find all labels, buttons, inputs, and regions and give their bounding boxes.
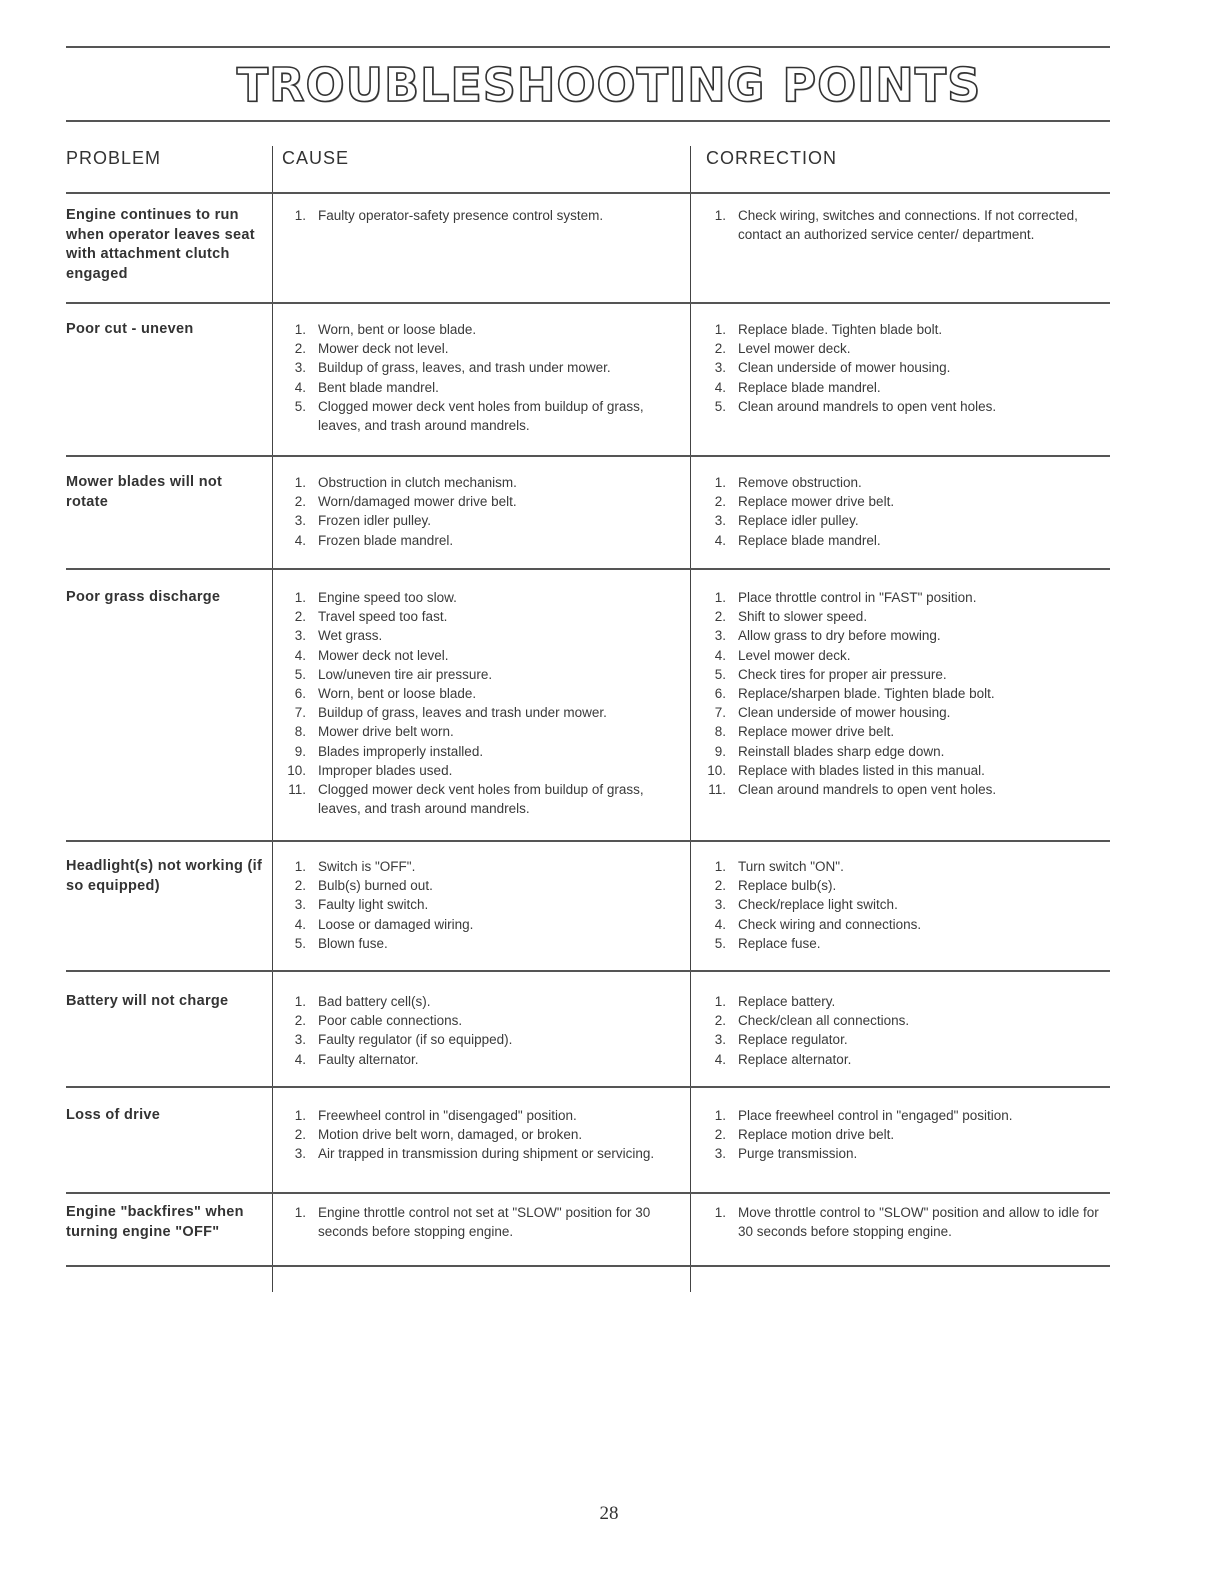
- correction-list: [696, 473, 1106, 550]
- item-number: 1.: [714, 1108, 726, 1123]
- item-text: Poor cable connections.: [318, 1013, 463, 1029]
- item-number: 5.: [294, 935, 306, 951]
- list-item: [276, 1125, 676, 1144]
- row-rule: [66, 1192, 1110, 1194]
- item-text: Level mower deck.: [738, 341, 851, 357]
- item-number: 3.: [294, 1032, 306, 1048]
- item-number: 8.: [714, 724, 726, 740]
- item-number: 4.: [294, 379, 306, 395]
- item-number: 4.: [714, 647, 726, 663]
- column-divider-cause: [272, 146, 273, 1292]
- item-text: Improper blades used.: [318, 762, 453, 778]
- list-item: [276, 780, 676, 818]
- header-cause: CAUSE: [282, 148, 350, 168]
- list-item: [276, 1203, 676, 1241]
- list-item: [696, 722, 1106, 741]
- item-text: Replace with blades listed in this manual.: [738, 762, 985, 778]
- item-number: 1.: [294, 475, 306, 490]
- item-text: Low/uneven tire air pressure.: [318, 666, 493, 682]
- list-item: [696, 915, 1106, 934]
- row-rule: [66, 1086, 1110, 1088]
- correction-list: [696, 1106, 1106, 1164]
- list-item: [696, 857, 1106, 876]
- item-text: Faulty operator-safety presence control system.: [318, 208, 604, 223]
- list-item: [696, 588, 1106, 607]
- item-number: 1.: [294, 590, 306, 605]
- problem-text: Mower blades will not rotate: [66, 474, 223, 510]
- item-number: 3.: [294, 1146, 306, 1162]
- list-item: [696, 358, 1106, 377]
- list-item: [276, 397, 676, 435]
- item-text: Clean underside of mower housing.: [738, 360, 951, 376]
- header-rule: [66, 192, 1110, 194]
- item-text: Air trapped in transmission during shipment or servicing.: [318, 1146, 655, 1162]
- cause-list: [276, 320, 676, 435]
- list-item: [696, 1203, 1106, 1241]
- list-item: [276, 684, 676, 703]
- item-text: Replace idler pulley.: [738, 513, 859, 529]
- item-number: 2.: [294, 878, 306, 894]
- problem-text: Poor cut - uneven: [66, 321, 194, 337]
- list-item: [696, 1144, 1106, 1163]
- item-number: 2.: [714, 341, 726, 357]
- list-item: [276, 992, 676, 1011]
- row-rule: [66, 302, 1110, 304]
- item-text: Freewheel control in "disengaged" position.: [318, 1108, 577, 1123]
- item-number: 3.: [294, 513, 306, 529]
- item-number: 2.: [294, 494, 306, 510]
- item-number: 7.: [714, 705, 726, 721]
- item-text: Check wiring, switches and connections. If not corrected, contact an authorized service center/ department.: [738, 208, 1078, 243]
- list-item: [276, 915, 676, 934]
- list-item: [696, 397, 1106, 416]
- item-number: 4.: [714, 532, 726, 548]
- item-text: Motion drive belt worn, damaged, or broken.: [318, 1127, 583, 1143]
- item-number: 1.: [714, 859, 726, 874]
- list-item: [696, 895, 1106, 914]
- list-item: [276, 588, 676, 607]
- list-item: [276, 895, 676, 914]
- cause-list: [276, 588, 676, 818]
- item-text: Replace/sharpen blade. Tighten blade bolt.: [738, 686, 995, 702]
- item-text: Worn, bent or loose blade.: [318, 686, 477, 702]
- problem-text: Engine continues to run when operator leaves seat with attachment clutch engaged: [66, 207, 255, 282]
- item-number: 7.: [294, 705, 306, 721]
- item-text: Clogged mower deck vent holes from buildup of grass, leaves, and trash around mandrels.: [318, 782, 644, 817]
- item-text: Replace blade mandrel.: [738, 379, 881, 395]
- item-text: Frozen blade mandrel.: [318, 532, 454, 548]
- item-number: 1.: [294, 322, 306, 337]
- top-rule: [66, 46, 1110, 48]
- item-text: Move throttle control to "SLOW" position and allow to idle for 30 seconds before stopping engine.: [738, 1205, 1099, 1240]
- item-number: 1.: [714, 994, 726, 1009]
- item-text: Shift to slower speed.: [738, 609, 868, 625]
- item-text: Replace alternator.: [738, 1051, 852, 1067]
- list-item: [696, 511, 1106, 530]
- list-item: [276, 1011, 676, 1030]
- item-text: Faulty regulator (if so equipped).: [318, 1032, 513, 1048]
- item-text: Replace bulb(s).: [738, 878, 837, 894]
- item-number: 4.: [294, 916, 306, 932]
- item-number: 3.: [714, 628, 726, 644]
- list-item: [696, 1106, 1106, 1125]
- list-item: [276, 358, 676, 377]
- list-item: [696, 876, 1106, 895]
- list-item: [696, 742, 1106, 761]
- item-text: Bulb(s) burned out.: [318, 878, 433, 894]
- item-number: 1.: [714, 1205, 726, 1220]
- item-number: 6.: [714, 686, 726, 702]
- item-text: Place throttle control in "FAST" position.: [738, 590, 977, 605]
- item-number: 5.: [714, 398, 726, 414]
- list-item: [276, 742, 676, 761]
- list-item: [696, 320, 1106, 339]
- item-number: 6.: [294, 686, 306, 702]
- row-rule: [66, 970, 1110, 972]
- list-item: [276, 339, 676, 358]
- cause-list: [276, 857, 676, 953]
- row-rule: [66, 455, 1110, 457]
- item-number: 5.: [714, 666, 726, 682]
- item-number: 9.: [294, 743, 306, 759]
- list-item: [276, 511, 676, 530]
- list-item: [696, 646, 1106, 665]
- row-rule: [66, 840, 1110, 842]
- item-text: Travel speed too fast.: [318, 609, 448, 625]
- list-item: [276, 473, 676, 492]
- item-number: 5.: [294, 398, 306, 414]
- list-item: [696, 206, 1106, 244]
- list-item: [276, 1144, 676, 1163]
- item-text: Allow grass to dry before mowing.: [738, 628, 941, 644]
- list-item: [696, 1050, 1106, 1069]
- item-number: 3.: [294, 628, 306, 644]
- item-number: 2.: [714, 494, 726, 510]
- item-text: Check/clean all connections.: [738, 1013, 910, 1029]
- title-underline: [66, 120, 1110, 122]
- cause-list: [276, 206, 676, 225]
- item-number: 9.: [714, 743, 726, 759]
- item-text: Switch is "OFF".: [318, 859, 416, 874]
- item-text: Worn, bent or loose blade.: [318, 322, 477, 337]
- item-text: Place freewheel control in "engaged" position.: [738, 1108, 1013, 1123]
- list-item: [276, 378, 676, 397]
- list-item: [696, 992, 1106, 1011]
- item-number: 2.: [714, 1127, 726, 1143]
- bottom-rule: [66, 1265, 1110, 1267]
- item-text: Faulty alternator.: [318, 1051, 419, 1067]
- problem-text: Engine "backfires" when turning engine "OFF": [66, 1204, 244, 1240]
- item-number: 3.: [714, 1032, 726, 1048]
- item-number: 11.: [288, 782, 306, 798]
- item-number: 2.: [714, 1013, 726, 1029]
- item-number: 4.: [294, 532, 306, 548]
- item-text: Check tires for proper air pressure.: [738, 666, 947, 682]
- item-text: Replace mower drive belt.: [738, 724, 895, 740]
- list-item: [276, 857, 676, 876]
- header-problem: PROBLEM: [66, 148, 162, 168]
- item-number: 3.: [714, 897, 726, 913]
- cause-list: [276, 992, 676, 1069]
- item-number: 10.: [287, 762, 306, 778]
- list-item: [276, 320, 676, 339]
- item-number: 3.: [294, 360, 306, 376]
- list-item: [696, 626, 1106, 645]
- item-number: 5.: [714, 935, 726, 951]
- item-text: Replace motion drive belt.: [738, 1127, 895, 1143]
- list-item: [696, 607, 1106, 626]
- item-number: 3.: [714, 360, 726, 376]
- item-text: Engine throttle control not set at "SLOW" position for 30 seconds before stopping engine.: [318, 1205, 651, 1240]
- list-item: [276, 876, 676, 895]
- list-item: [276, 761, 676, 780]
- list-item: [696, 492, 1106, 511]
- item-number: 1.: [294, 859, 306, 874]
- list-item: [696, 1125, 1106, 1144]
- item-text: Buildup of grass, leaves, and trash under mower.: [318, 360, 611, 376]
- item-text: Clogged mower deck vent holes from buildup of grass, leaves, and trash around mandrels.: [318, 398, 644, 434]
- item-number: 4.: [714, 379, 726, 395]
- problem-text: Headlight(s) not working (if so equipped): [66, 858, 263, 894]
- row-rule: [66, 568, 1110, 570]
- list-item: [696, 1011, 1106, 1030]
- item-number: 5.: [294, 666, 306, 682]
- list-item: [696, 684, 1106, 703]
- item-text: Engine speed too slow.: [318, 590, 457, 605]
- item-text: Wet grass.: [318, 628, 383, 644]
- item-text: Replace battery.: [738, 994, 836, 1009]
- item-number: 1.: [714, 322, 726, 337]
- header-correction: CORRECTION: [706, 148, 837, 168]
- list-item: [696, 780, 1106, 799]
- item-text: Buildup of grass, leaves and trash under mower.: [318, 705, 607, 721]
- item-number: 10.: [707, 762, 726, 778]
- correction-list: [696, 1203, 1106, 1241]
- list-item: [276, 703, 676, 722]
- item-text: Replace blade. Tighten blade bolt.: [738, 322, 943, 337]
- problem-text: Battery will not charge: [66, 993, 229, 1009]
- list-item: [276, 646, 676, 665]
- item-text: Replace mower drive belt.: [738, 494, 895, 510]
- list-item: [276, 531, 676, 550]
- list-item: [276, 607, 676, 626]
- item-number: 1.: [294, 208, 306, 223]
- item-text: Clean around mandrels to open vent holes.: [738, 398, 997, 414]
- list-item: [276, 1030, 676, 1049]
- list-item: [696, 934, 1106, 953]
- list-item: [696, 339, 1106, 358]
- item-number: 2.: [294, 1013, 306, 1029]
- item-number: 3.: [714, 1146, 726, 1162]
- item-text: Loose or damaged wiring.: [318, 916, 474, 932]
- correction-list: [696, 206, 1106, 244]
- item-text: Replace blade mandrel.: [738, 532, 881, 548]
- item-text: Bent blade mandrel.: [318, 379, 439, 395]
- item-text: Purge transmission.: [738, 1146, 858, 1162]
- item-text: Bad battery cell(s).: [318, 994, 431, 1009]
- item-number: 1.: [294, 994, 306, 1009]
- item-number: 8.: [294, 724, 306, 740]
- item-text: Check wiring and connections.: [738, 916, 922, 932]
- item-number: 1.: [294, 1205, 306, 1220]
- correction-list: [696, 588, 1106, 799]
- item-text: Mower deck not level.: [318, 647, 449, 663]
- item-number: 2.: [714, 609, 726, 625]
- item-number: 3.: [294, 897, 306, 913]
- item-number: 2.: [294, 609, 306, 625]
- item-number: 2.: [294, 341, 306, 357]
- item-text: Mower deck not level.: [318, 341, 449, 357]
- correction-list: [696, 992, 1106, 1069]
- item-number: 1.: [714, 208, 726, 223]
- list-item: [276, 492, 676, 511]
- list-item: [696, 531, 1106, 550]
- list-item: [696, 703, 1106, 722]
- item-number: 4.: [294, 1051, 306, 1067]
- item-number: 1.: [294, 1108, 306, 1123]
- list-item: [276, 934, 676, 953]
- item-number: 4.: [714, 1051, 726, 1067]
- item-number: 11.: [708, 782, 726, 798]
- list-item: [276, 722, 676, 741]
- correction-list: [696, 320, 1106, 416]
- item-number: 3.: [714, 513, 726, 529]
- correction-list: [696, 857, 1106, 953]
- list-item: [696, 473, 1106, 492]
- list-item: [696, 761, 1106, 780]
- item-number: 4.: [294, 647, 306, 663]
- list-item: [696, 1030, 1106, 1049]
- item-number: 2.: [294, 1127, 306, 1143]
- item-text: Check/replace light switch.: [738, 897, 898, 913]
- item-text: Blades improperly installed.: [318, 743, 484, 759]
- item-text: Frozen idler pulley.: [318, 513, 432, 529]
- item-text: Faulty light switch.: [318, 897, 429, 913]
- cause-list: [276, 1106, 676, 1164]
- item-text: Turn switch "ON".: [738, 859, 844, 874]
- item-text: Clean around mandrels to open vent holes.: [738, 782, 997, 798]
- item-text: Remove obstruction.: [738, 475, 862, 490]
- list-item: [276, 206, 676, 225]
- cause-list: [276, 473, 676, 550]
- item-text: Replace fuse.: [738, 935, 821, 951]
- list-item: [276, 1050, 676, 1069]
- list-item: [696, 665, 1106, 684]
- item-number: 1.: [714, 475, 726, 490]
- cause-list: [276, 1203, 676, 1241]
- page-title: TROUBLESHOOTING POINTS: [236, 58, 982, 112]
- problem-text: Poor grass discharge: [66, 589, 221, 605]
- item-text: Blown fuse.: [318, 935, 388, 951]
- item-text: Mower drive belt worn.: [318, 724, 454, 740]
- item-text: Reinstall blades sharp edge down.: [738, 743, 945, 759]
- item-number: 1.: [714, 590, 726, 605]
- item-text: Level mower deck.: [738, 647, 851, 663]
- item-text: Worn/damaged mower drive belt.: [318, 494, 517, 510]
- item-text: Replace regulator.: [738, 1032, 848, 1048]
- item-number: 2.: [714, 878, 726, 894]
- list-item: [276, 626, 676, 645]
- page-number: 28: [599, 1503, 619, 1524]
- column-divider-correction: [690, 146, 691, 1292]
- problem-text: Loss of drive: [66, 1107, 161, 1123]
- list-item: [696, 378, 1106, 397]
- list-item: [276, 665, 676, 684]
- item-text: Clean underside of mower housing.: [738, 705, 951, 721]
- item-number: 4.: [714, 916, 726, 932]
- item-text: Obstruction in clutch mechanism.: [318, 475, 517, 490]
- list-item: [276, 1106, 676, 1125]
